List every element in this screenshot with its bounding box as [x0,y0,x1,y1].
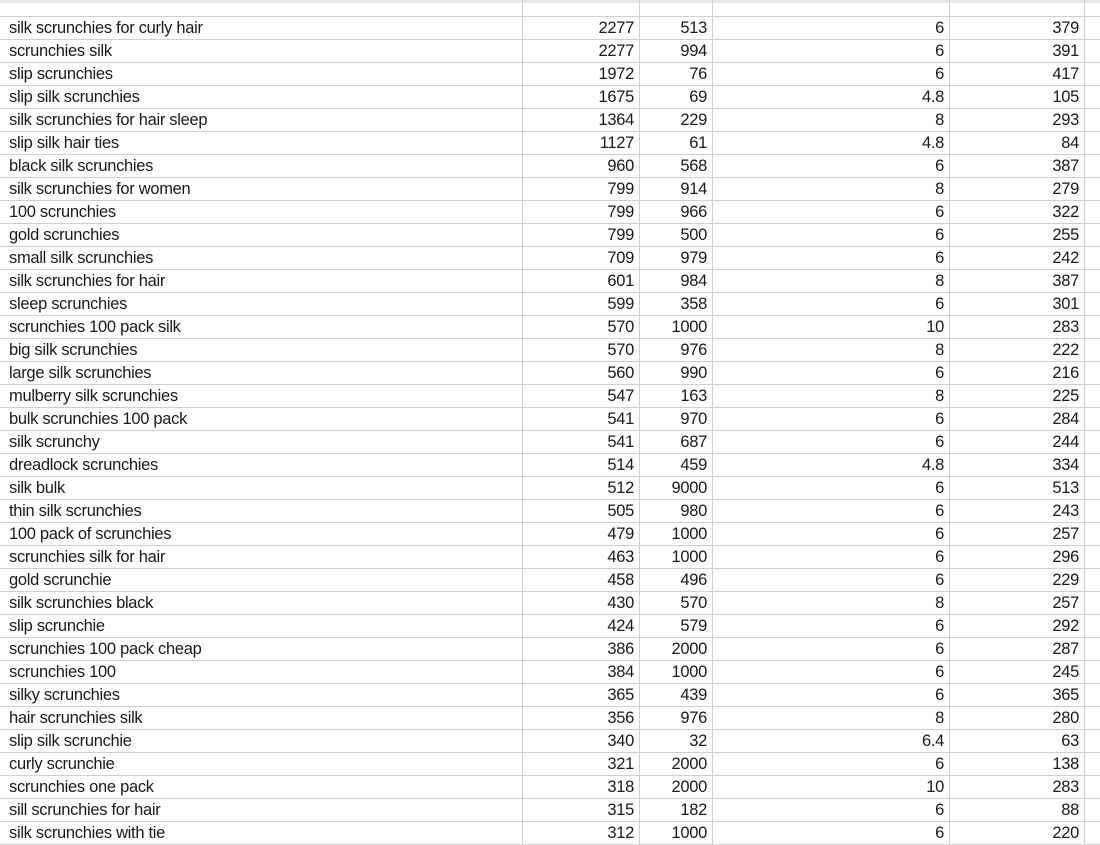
competing-products-cell[interactable]: 570 [640,592,713,614]
value-cell[interactable]: 255 [950,224,1085,246]
search-volume-cell[interactable]: 340 [523,730,640,752]
competing-products-cell[interactable]: 513 [640,17,713,39]
search-volume-cell[interactable]: 570 [523,339,640,361]
table-row [0,86,1100,109]
search-volume-cell[interactable]: 512 [523,477,640,499]
keyword-cell[interactable]: silk bulk [0,477,523,499]
rating-cell[interactable]: 6 [713,224,950,246]
rating-cell[interactable]: 6 [713,17,950,39]
rating-cell[interactable]: 8 [713,109,950,131]
value-cell[interactable]: 513 [950,477,1085,499]
table-row [0,707,1100,730]
empty-cell[interactable] [1085,316,1100,338]
value-cell[interactable]: 334 [950,454,1085,476]
keyword-cell[interactable]: slip silk scrunchie [0,730,523,752]
competing-products-cell[interactable]: 496 [640,569,713,591]
search-volume-cell[interactable]: 365 [523,684,640,706]
search-volume-cell[interactable]: 1972 [523,63,640,85]
table-row [0,0,1100,17]
keyword-cell[interactable]: silk scrunchies for hair [0,270,523,292]
rating-cell[interactable]: 6.4 [713,730,950,752]
competing-products-cell[interactable]: 1000 [640,546,713,568]
competing-products-cell[interactable]: 358 [640,293,713,315]
search-volume-cell[interactable]: 799 [523,201,640,223]
table-row [0,523,1100,546]
rating-cell[interactable]: 8 [713,592,950,614]
search-volume-cell[interactable]: 312 [523,822,640,844]
empty-cell[interactable] [1085,730,1100,752]
value-cell[interactable]: 280 [950,707,1085,729]
search-volume-cell[interactable]: 479 [523,523,640,545]
keyword-cell[interactable]: sill scrunchies for hair [0,799,523,821]
empty-cell[interactable] [1085,707,1100,729]
table-row [0,201,1100,224]
table-row [0,408,1100,431]
rating-cell[interactable]: 6 [713,477,950,499]
rating-cell[interactable]: 6 [713,638,950,660]
value-cell[interactable]: 283 [950,316,1085,338]
competing-products-cell[interactable]: 976 [640,707,713,729]
value-cell[interactable]: 63 [950,730,1085,752]
keyword-cell[interactable]: silk scrunchies for hair sleep [0,109,523,131]
keyword-cell[interactable]: 100 pack of scrunchies [0,523,523,545]
keyword-cell[interactable]: silky scrunchies [0,684,523,706]
table-row [0,339,1100,362]
keyword-cell[interactable]: large silk scrunchies [0,362,523,384]
table-row [0,224,1100,247]
search-volume-cell[interactable]: 386 [523,638,640,660]
empty-cell[interactable] [1085,822,1100,844]
table-row [0,270,1100,293]
table-row [0,477,1100,500]
competing-products-cell[interactable]: 439 [640,684,713,706]
search-volume-cell[interactable]: 799 [523,178,640,200]
rating-cell[interactable]: 6 [713,569,950,591]
value-cell[interactable]: 301 [950,293,1085,315]
empty-cell[interactable] [1085,247,1100,269]
keyword-cell[interactable]: silk scrunchies for women [0,178,523,200]
keyword-cell[interactable]: silk scrunchies with tie [0,822,523,844]
empty-cell[interactable] [1085,500,1100,522]
keyword-cell[interactable]: silk scrunchies black [0,592,523,614]
keyword-cell[interactable]: 100 scrunchies [0,201,523,223]
empty-cell[interactable] [1085,109,1100,131]
table-row [0,247,1100,270]
search-volume-cell[interactable]: 541 [523,408,640,430]
table-row [0,822,1100,845]
keyword-cell[interactable]: small silk scrunchies [0,247,523,269]
competing-products-cell[interactable]: 984 [640,270,713,292]
rating-cell[interactable]: 6 [713,362,950,384]
competing-products-cell[interactable]: 980 [640,500,713,522]
keyword-cell[interactable]: curly scrunchie [0,753,523,775]
empty-cell[interactable] [1085,17,1100,39]
search-volume-cell[interactable]: 1127 [523,132,640,154]
competing-products-cell[interactable]: 182 [640,799,713,821]
rating-cell[interactable]: 10 [713,776,950,798]
table-row [0,661,1100,684]
value-cell[interactable]: 244 [950,431,1085,453]
table-row [0,316,1100,339]
table-row [0,178,1100,201]
value-cell[interactable]: 292 [950,615,1085,637]
rating-cell[interactable]: 10 [713,316,950,338]
empty-cell[interactable] [1085,293,1100,315]
value-cell[interactable]: 138 [950,753,1085,775]
table-row [0,753,1100,776]
competing-products-cell[interactable]: 1000 [640,523,713,545]
table-row [0,454,1100,477]
competing-products-cell[interactable]: 500 [640,224,713,246]
competing-products-cell[interactable]: 76 [640,63,713,85]
value-cell[interactable]: 287 [950,638,1085,660]
empty-cell[interactable] [1085,523,1100,545]
empty-cell[interactable] [1085,776,1100,798]
value-cell[interactable]: 417 [950,63,1085,85]
search-volume-cell[interactable]: 514 [523,454,640,476]
search-volume-cell[interactable]: 384 [523,661,640,683]
empty-cell[interactable] [1085,546,1100,568]
rating-cell[interactable]: 8 [713,270,950,292]
rating-cell[interactable]: 6 [713,822,950,844]
keyword-cell[interactable]: bulk scrunchies 100 pack [0,408,523,430]
value-cell[interactable]: 242 [950,247,1085,269]
empty-cell[interactable] [1085,431,1100,453]
search-volume-cell[interactable]: 709 [523,247,640,269]
rating-cell[interactable]: 6 [713,63,950,85]
search-volume-cell[interactable]: 960 [523,155,640,177]
search-volume-cell[interactable]: 560 [523,362,640,384]
keyword-cell[interactable]: hair scrunchies silk [0,707,523,729]
value-cell[interactable]: 220 [950,822,1085,844]
table-row [0,132,1100,155]
table-row [0,592,1100,615]
keyword-cell[interactable]: slip silk scrunchies [0,86,523,108]
keyword-cell[interactable]: scrunchies one pack [0,776,523,798]
table-row [0,431,1100,454]
value-cell[interactable]: 243 [950,500,1085,522]
value-cell[interactable]: 257 [950,592,1085,614]
rating-cell[interactable]: 6 [713,40,950,62]
table-row [0,362,1100,385]
search-volume-cell[interactable]: 2277 [523,17,640,39]
rating-cell[interactable]: 6 [713,408,950,430]
competing-products-cell[interactable]: 994 [640,40,713,62]
value-cell[interactable] [950,0,1085,16]
keyword-cell[interactable]: slip scrunchie [0,615,523,637]
rating-cell[interactable]: 8 [713,178,950,200]
search-volume-cell[interactable]: 1675 [523,86,640,108]
keyword-cell[interactable]: dreadlock scrunchies [0,454,523,476]
rating-cell[interactable]: 8 [713,385,950,407]
keyword-cell[interactable]: scrunchies 100 pack silk [0,316,523,338]
empty-cell[interactable] [1085,224,1100,246]
value-cell[interactable]: 296 [950,546,1085,568]
rating-cell[interactable] [713,0,950,16]
rating-cell[interactable]: 6 [713,546,950,568]
value-cell[interactable]: 257 [950,523,1085,545]
rating-cell[interactable]: 6 [713,500,950,522]
empty-cell[interactable] [1085,454,1100,476]
value-cell[interactable]: 284 [950,408,1085,430]
value-cell[interactable]: 88 [950,799,1085,821]
value-cell[interactable]: 283 [950,776,1085,798]
rating-cell[interactable]: 6 [713,661,950,683]
empty-cell[interactable] [1085,753,1100,775]
search-volume-cell[interactable]: 463 [523,546,640,568]
value-cell[interactable]: 279 [950,178,1085,200]
competing-products-cell[interactable]: 69 [640,86,713,108]
keyword-cell[interactable]: silk scrunchy [0,431,523,453]
search-volume-cell[interactable]: 541 [523,431,640,453]
competing-products-cell[interactable]: 1000 [640,316,713,338]
value-cell[interactable]: 105 [950,86,1085,108]
search-volume-cell[interactable]: 1364 [523,109,640,131]
table-row [0,615,1100,638]
empty-cell[interactable] [1085,178,1100,200]
search-volume-cell[interactable] [523,0,640,16]
search-volume-cell[interactable]: 321 [523,753,640,775]
empty-cell[interactable] [1085,40,1100,62]
keyword-cell[interactable] [0,0,523,16]
rating-cell[interactable]: 6 [713,247,950,269]
empty-cell[interactable] [1085,569,1100,591]
value-cell[interactable]: 216 [950,362,1085,384]
keyword-cell[interactable]: thin silk scrunchies [0,500,523,522]
keyword-cell[interactable]: slip silk hair ties [0,132,523,154]
empty-cell[interactable] [1085,799,1100,821]
table-row [0,155,1100,178]
rating-cell[interactable]: 4.8 [713,86,950,108]
keyword-cell[interactable]: scrunchies 100 pack cheap [0,638,523,660]
competing-products-cell[interactable]: 579 [640,615,713,637]
empty-cell[interactable] [1085,155,1100,177]
competing-products-cell[interactable]: 976 [640,339,713,361]
rating-cell[interactable]: 6 [713,293,950,315]
table-row [0,293,1100,316]
empty-cell[interactable] [1085,385,1100,407]
empty-cell[interactable] [1085,339,1100,361]
rating-cell[interactable]: 6 [713,684,950,706]
rating-cell[interactable]: 6 [713,155,950,177]
keyword-cell[interactable]: scrunchies 100 [0,661,523,683]
table-row [0,385,1100,408]
search-volume-cell[interactable]: 356 [523,707,640,729]
search-volume-cell[interactable]: 430 [523,592,640,614]
empty-cell[interactable] [1085,661,1100,683]
value-cell[interactable]: 365 [950,684,1085,706]
value-cell[interactable]: 245 [950,661,1085,683]
value-cell[interactable]: 387 [950,155,1085,177]
competing-products-cell[interactable]: 568 [640,155,713,177]
competing-products-cell[interactable]: 1000 [640,661,713,683]
empty-cell[interactable] [1085,638,1100,660]
empty-cell[interactable] [1085,408,1100,430]
keyword-cell[interactable]: scrunchies silk for hair [0,546,523,568]
keyword-cell[interactable]: silk scrunchies for curly hair [0,17,523,39]
table-row [0,730,1100,753]
value-cell[interactable]: 293 [950,109,1085,131]
keyword-cell[interactable]: scrunchies silk [0,40,523,62]
table-row [0,684,1100,707]
value-cell[interactable]: 391 [950,40,1085,62]
keyword-cell[interactable]: big silk scrunchies [0,339,523,361]
table-row [0,776,1100,799]
value-cell[interactable]: 225 [950,385,1085,407]
search-volume-cell[interactable]: 458 [523,569,640,591]
rating-cell[interactable]: 6 [713,615,950,637]
empty-cell[interactable] [1085,0,1100,16]
rating-cell[interactable]: 4.8 [713,132,950,154]
competing-products-cell[interactable] [640,0,713,16]
empty-cell[interactable] [1085,132,1100,154]
rating-cell[interactable]: 6 [713,799,950,821]
rating-cell[interactable]: 6 [713,523,950,545]
competing-products-cell[interactable]: 32 [640,730,713,752]
keyword-cell[interactable]: gold scrunchie [0,569,523,591]
competing-products-cell[interactable]: 687 [640,431,713,453]
rating-cell[interactable]: 8 [713,707,950,729]
empty-cell[interactable] [1085,86,1100,108]
empty-cell[interactable] [1085,684,1100,706]
value-cell[interactable]: 387 [950,270,1085,292]
competing-products-cell[interactable]: 990 [640,362,713,384]
search-volume-cell[interactable]: 570 [523,316,640,338]
competing-products-cell[interactable]: 2000 [640,776,713,798]
competing-products-cell[interactable]: 2000 [640,638,713,660]
competing-products-cell[interactable]: 914 [640,178,713,200]
competing-products-cell[interactable]: 2000 [640,753,713,775]
table-row [0,40,1100,63]
table-row [0,109,1100,132]
table-row [0,17,1100,40]
competing-products-cell[interactable]: 163 [640,385,713,407]
search-volume-cell[interactable]: 315 [523,799,640,821]
competing-products-cell[interactable]: 459 [640,454,713,476]
competing-products-cell[interactable]: 61 [640,132,713,154]
competing-products-cell[interactable]: 1000 [640,822,713,844]
keyword-cell[interactable]: sleep scrunchies [0,293,523,315]
value-cell[interactable]: 222 [950,339,1085,361]
keyword-cell[interactable]: black silk scrunchies [0,155,523,177]
competing-products-cell[interactable]: 970 [640,408,713,430]
empty-cell[interactable] [1085,270,1100,292]
empty-cell[interactable] [1085,615,1100,637]
table-row [0,546,1100,569]
keyword-cell[interactable]: gold scrunchies [0,224,523,246]
table-row [0,569,1100,592]
search-volume-cell[interactable]: 799 [523,224,640,246]
empty-cell[interactable] [1085,362,1100,384]
keyword-cell[interactable]: slip scrunchies [0,63,523,85]
competing-products-cell[interactable]: 979 [640,247,713,269]
empty-cell[interactable] [1085,201,1100,223]
table-row [0,500,1100,523]
table-row [0,63,1100,86]
rating-cell[interactable]: 6 [713,431,950,453]
competing-products-cell[interactable]: 9000 [640,477,713,499]
rating-cell[interactable]: 6 [713,201,950,223]
empty-cell[interactable] [1085,63,1100,85]
value-cell[interactable]: 84 [950,132,1085,154]
search-volume-cell[interactable]: 2277 [523,40,640,62]
search-volume-cell[interactable]: 601 [523,270,640,292]
empty-cell[interactable] [1085,477,1100,499]
search-volume-cell[interactable]: 424 [523,615,640,637]
table-row [0,638,1100,661]
empty-cell[interactable] [1085,592,1100,614]
table-row [0,799,1100,822]
value-cell[interactable]: 229 [950,569,1085,591]
search-volume-cell[interactable]: 318 [523,776,640,798]
value-cell[interactable]: 379 [950,17,1085,39]
rating-cell[interactable]: 6 [713,753,950,775]
search-volume-cell[interactable]: 505 [523,500,640,522]
rating-cell[interactable]: 4.8 [713,454,950,476]
rating-cell[interactable]: 8 [713,339,950,361]
competing-products-cell[interactable]: 229 [640,109,713,131]
value-cell[interactable]: 322 [950,201,1085,223]
search-volume-cell[interactable]: 599 [523,293,640,315]
search-volume-cell[interactable]: 547 [523,385,640,407]
keyword-cell[interactable]: mulberry silk scrunchies [0,385,523,407]
competing-products-cell[interactable]: 966 [640,201,713,223]
